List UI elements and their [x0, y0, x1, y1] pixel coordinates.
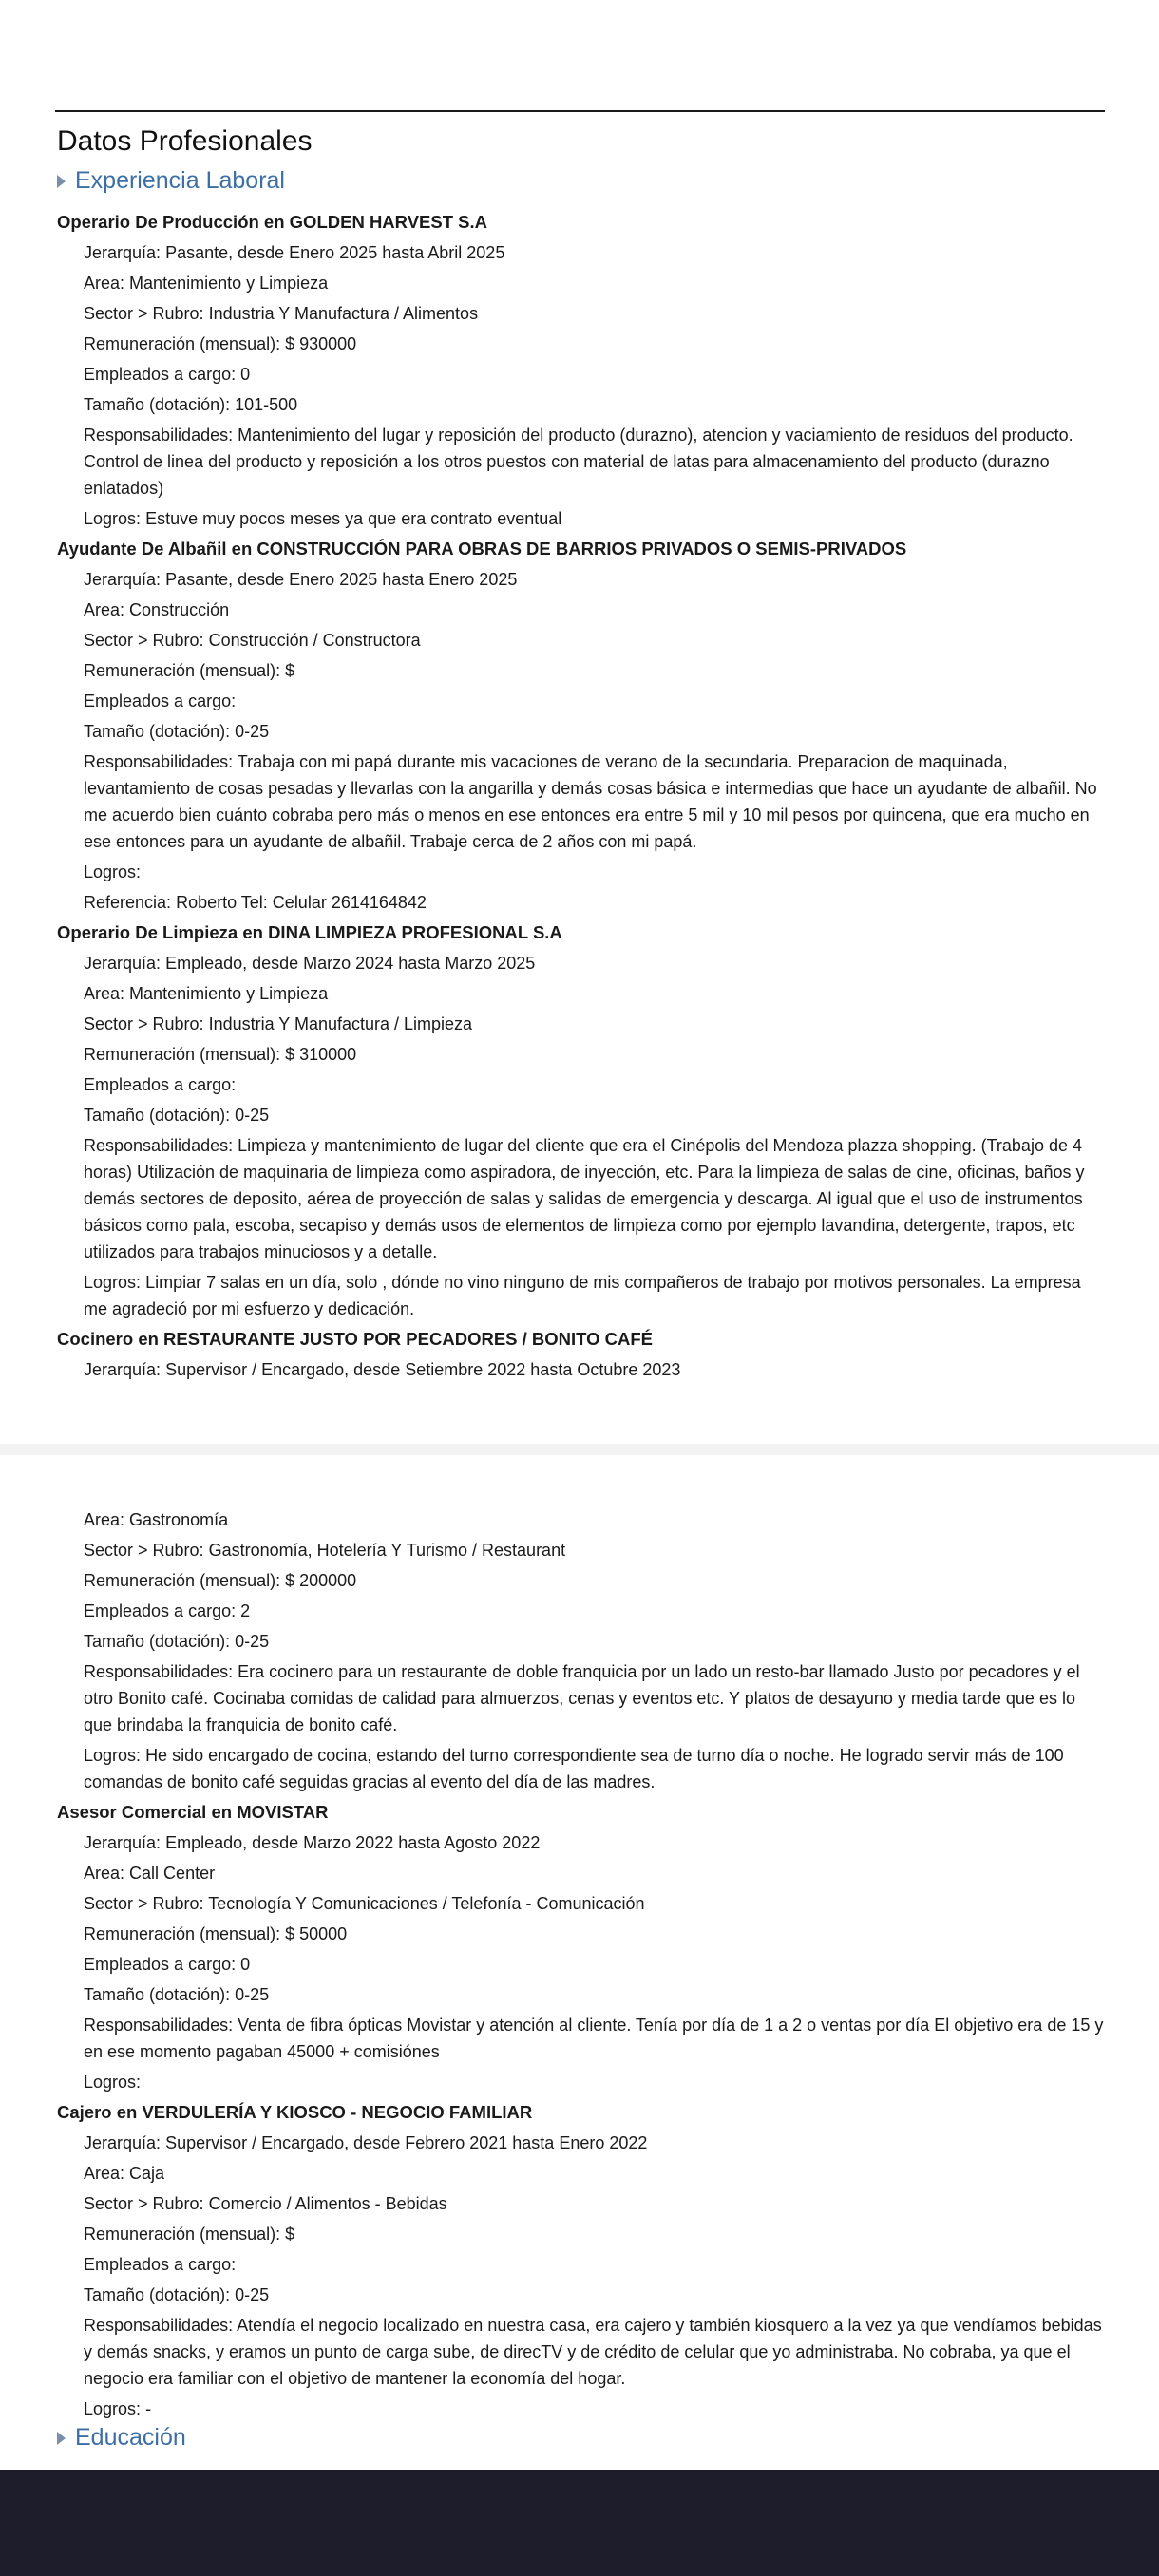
field-value: Industria Y Manufactura / Alimentos: [208, 304, 479, 323]
field-label: Jerarquía:: [84, 954, 162, 973]
field-value: $ 310000: [285, 1045, 357, 1064]
field-value: Atendía el negocio localizado en nuestra casa, era cajero y también kiosquero a la vez ya que vendíamos bebidas y demás snacks, y eramos un punto de carga sube, de direcTV y de crédito de celular que yo administraba. No cobraba, ya que el negocio era familiar con el objetivo de mantener la economía del hogar.: [84, 2316, 1102, 2388]
field-value: $: [285, 661, 295, 680]
job-field-sector: [84, 1890, 1105, 1917]
job-field-empleados: [84, 1071, 1105, 1098]
job-field-sector: [84, 1011, 1105, 1037]
job-title: Asesor Comercial en MOVISTAR: [57, 1802, 329, 1822]
section-divider: [55, 110, 1105, 112]
field-value: He sido encargado de cocina, estando del turno correspondiente sea de turno día o noche. He logrado servir más de 100 comandas de bonito café seguidas gracias al evento del día de las madres.: [84, 1746, 1064, 1791]
field-label: Area:: [84, 2164, 125, 2183]
job-field-responsabilidades: [84, 2312, 1105, 2392]
field-value: 101-500: [235, 395, 298, 414]
field-value: Venta de fibra ópticas Movistar y atención al cliente. Tenía por día de 1 a 2 o ventas por día El objetivo era de 15 y en ese momento pagaban 45000 + comisiónes: [84, 2016, 1104, 2061]
field-label: Empleados a cargo:: [84, 1601, 237, 1620]
experience-heading[interactable]: [57, 167, 285, 195]
job-title: Cocinero en RESTAURANTE JUSTO POR PECADORES / BONITO CAFÉ: [57, 1329, 654, 1349]
job-title: Ayudante De Albañil en CONSTRUCCIÓN PARA OBRAS DE BARRIOS PRIVADOS O SEMIS-PRIVADOS: [57, 539, 907, 559]
job-field-tamano: [84, 2282, 1105, 2308]
field-label: Tamaño (dotación):: [84, 2285, 231, 2304]
field-label: Tamaño (dotación):: [84, 1985, 231, 2004]
field-label: Sector > Rubro:: [84, 1014, 204, 1033]
job-field-responsabilidades: [84, 2012, 1105, 2065]
field-label: Area:: [84, 600, 125, 619]
section-title: Datos Profesionales: [57, 125, 313, 157]
job-field-empleados: [84, 361, 1105, 388]
field-label: Jerarquía:: [84, 243, 162, 262]
field-label: Sector > Rubro:: [84, 1894, 204, 1913]
job-field-tamano: [84, 1628, 1105, 1655]
education-heading[interactable]: [57, 2424, 186, 2452]
field-value: 0-25: [235, 2285, 270, 2304]
field-label: Jerarquía:: [84, 1833, 162, 1852]
job-field-jerarquia: [84, 1356, 1105, 1383]
job-field-responsabilidades: [84, 748, 1105, 855]
field-value: Mantenimiento y Limpieza: [129, 274, 329, 293]
field-value: Pasante, desde Enero 2025 hasta Enero 2025: [165, 570, 518, 589]
field-label: Area:: [84, 1510, 125, 1529]
job-title: Operario De Limpieza en DINA LIMPIEZA PROFESIONAL S.A: [57, 922, 562, 942]
caret-right-icon: [57, 2432, 66, 2445]
job-field-area: [84, 597, 1105, 623]
field-value: -: [145, 2399, 152, 2418]
field-value: Gastronomía: [129, 1510, 229, 1529]
job-field-jerarquia: [84, 566, 1105, 593]
field-label: Empleados a cargo:: [84, 691, 237, 710]
field-label: Responsabilidades:: [84, 1662, 234, 1681]
experience-list-page-2: [0, 1506, 1159, 2426]
job-field-sector: [84, 1537, 1105, 1563]
field-value: 0-25: [235, 722, 270, 741]
experience-label: Experiencia Laboral: [75, 167, 285, 194]
field-label: Responsabilidades:: [84, 752, 234, 771]
job-field-tamano: [84, 1102, 1105, 1128]
job-field-empleados: [84, 688, 1105, 714]
field-label: Empleados a cargo:: [84, 1075, 237, 1094]
job-field-sector: [84, 300, 1105, 327]
field-label: Remuneración (mensual):: [84, 661, 281, 680]
field-label: Logros:: [84, 862, 142, 881]
field-value: Mantenimiento del lugar y reposición del producto (durazno), atencion y vaciamiento de residuos del producto. Control de linea del producto y reposición a los otros puestos con material de latas para almacenamiento del producto (durazno enlatados): [84, 426, 1074, 498]
field-label: Remuneración (mensual):: [84, 1571, 281, 1590]
job-field-remuneracion: [84, 1041, 1105, 1068]
field-value: $ 200000: [285, 1571, 357, 1590]
field-value: Construcción / Constructora: [208, 631, 421, 650]
field-value: 0: [240, 1955, 251, 1974]
job-field-logros: [84, 1269, 1105, 1322]
field-value: Limpiar 7 salas en un día, solo , dónde no vino ninguno de mis compañeros de trabajo por motivos personales. La empresa me agradeció por mi esfuerzo y dedicación.: [84, 1273, 1081, 1318]
field-label: Jerarquía:: [84, 2133, 162, 2152]
field-label: Sector > Rubro:: [84, 1541, 204, 1560]
field-label: Tamaño (dotación):: [84, 395, 231, 414]
field-label: Remuneración (mensual):: [84, 1924, 281, 1943]
job-field-remuneracion: [84, 1921, 1105, 1947]
field-label: Tamaño (dotación):: [84, 722, 231, 741]
field-value: Caja: [129, 2164, 165, 2183]
field-value: Gastronomía, Hotelería Y Turismo / Restaurant: [208, 1541, 566, 1560]
field-label: Tamaño (dotación):: [84, 1632, 231, 1651]
field-label: Remuneración (mensual):: [84, 334, 281, 353]
field-value: Empleado, desde Marzo 2022 hasta Agosto 2022: [165, 1833, 541, 1852]
field-label: Sector > Rubro:: [84, 304, 204, 323]
field-label: Responsabilidades:: [84, 1136, 234, 1155]
field-label: Referencia:: [84, 893, 172, 912]
field-value: Supervisor / Encargado, desde Febrero 2021 hasta Enero 2022: [165, 2133, 648, 2152]
field-value: Industria Y Manufactura / Limpieza: [208, 1014, 473, 1033]
field-value: Empleado, desde Marzo 2024 hasta Marzo 2025: [165, 954, 536, 973]
field-value: Tecnología Y Comunicaciones / Telefonía - Comunicación: [208, 1894, 645, 1913]
job-field-empleados: [84, 2251, 1105, 2278]
job-field-jerarquia: [84, 239, 1105, 266]
field-value: Pasante, desde Enero 2025 hasta Abril 2025: [165, 243, 505, 262]
job-field-area: [84, 1860, 1105, 1886]
field-value: Limpieza y mantenimiento de lugar del cliente que era el Cinépolis del Mendoza plazza shopping. (Trabajo de 4 horas) Utilización de maquinaria de limpieza como aspiradora, de inyección, etc. Para la limpieza de salas de cine, oficinas, baños y demás sectores de deposito, aérea de proyección de salas y salidas de emergencia y descarga. Al igual que el uso de instrumentos básicos como pala, escoba, secapiso y demás usos de elementos de limpieza como por ejemplo lavandina, detergente, trapos, etc utilizados para trabajos minuciosos y a detalle.: [84, 1136, 1085, 1261]
field-value: 0-25: [235, 1106, 270, 1125]
job-field-remuneracion: [84, 657, 1105, 684]
job-field-tamano: [84, 1981, 1105, 2008]
field-label: Logros:: [84, 1746, 142, 1765]
job-field-remuneracion: [84, 1567, 1105, 1594]
field-value: Supervisor / Encargado, desde Setiembre 2022 hasta Octubre 2023: [165, 1360, 681, 1379]
field-label: Jerarquía:: [84, 570, 162, 589]
field-value: 0-25: [235, 1632, 270, 1651]
field-label: Logros:: [84, 2399, 142, 2418]
field-value: $ 50000: [285, 1924, 348, 1943]
education-label: Educación: [75, 2424, 186, 2451]
job-field-logros: [84, 1742, 1105, 1795]
field-value: Comercio / Alimentos - Bebidas: [208, 2194, 447, 2213]
job-field-remuneracion: [84, 2221, 1105, 2247]
field-label: Logros:: [84, 509, 142, 528]
field-label: Logros:: [84, 2073, 142, 2092]
field-label: Responsabilidades:: [84, 2016, 234, 2035]
field-value: Estuve muy pocos meses ya que era contrato eventual: [145, 509, 562, 528]
job-title: Cajero en VERDULERÍA Y KIOSCO - NEGOCIO FAMILIAR: [57, 2102, 533, 2122]
page-2: [0, 1455, 1159, 2470]
job-field-empleados: [84, 1598, 1105, 1624]
field-label: Sector > Rubro:: [84, 631, 204, 650]
job-field-sector: [84, 627, 1105, 653]
job-field-logros: [84, 859, 1105, 885]
job-field-responsabilidades: [84, 1132, 1105, 1265]
field-label: Empleados a cargo:: [84, 365, 237, 384]
job-field-area: [84, 980, 1105, 1007]
field-label: Responsabilidades:: [84, 2316, 234, 2335]
job-field-tamano: [84, 391, 1105, 418]
field-value: $: [285, 2225, 295, 2244]
field-value: 0: [240, 365, 251, 384]
field-label: Area:: [84, 984, 125, 1003]
job-field-area: [84, 270, 1105, 296]
field-label: Remuneración (mensual):: [84, 1045, 281, 1064]
caret-right-icon: [57, 175, 66, 188]
field-value: Call Center: [129, 1864, 216, 1883]
field-label: Tamaño (dotación):: [84, 1106, 231, 1125]
footer-bar: [0, 2470, 1159, 2576]
field-label: Area:: [84, 274, 125, 293]
job-title: Operario De Producción en GOLDEN HARVEST S.A: [57, 212, 487, 232]
field-label: Sector > Rubro:: [84, 2194, 204, 2213]
field-value: 0-25: [235, 1985, 270, 2004]
field-label: Area:: [84, 1864, 125, 1883]
field-value: Construcción: [129, 600, 230, 619]
field-label: Empleados a cargo:: [84, 1955, 237, 1974]
field-value: $ 930000: [285, 334, 357, 353]
job-field-jerarquia: [84, 950, 1105, 976]
job-field-area: [84, 2160, 1105, 2187]
field-value: Era cocinero para un restaurante de doble franquicia por un lado un resto-bar llamado Justo por pecadores y el otro Bonito café. Cocinaba comidas de calidad para almuerzos, cenas y eventos etc. Y platos de desayuno y media tarde que es lo que brindaba la franquicia de bonito café.: [84, 1662, 1080, 1734]
job-field-jerarquia: [84, 2130, 1105, 2156]
job-field-jerarquia: [84, 1829, 1105, 1856]
field-label: Responsabilidades:: [84, 426, 234, 445]
job-field-responsabilidades: [84, 422, 1105, 502]
job-field-responsabilidades: [84, 1658, 1105, 1738]
job-field-referencia: [84, 889, 1105, 916]
field-label: Logros:: [84, 1273, 142, 1292]
job-field-tamano: [84, 718, 1105, 745]
job-field-remuneracion: [84, 331, 1105, 357]
field-value: Mantenimiento y Limpieza: [129, 984, 329, 1003]
field-label: Remuneración (mensual):: [84, 2225, 281, 2244]
field-value: Trabaja con mi papá durante mis vacaciones de verano de la secundaria. Preparacion de maquinada, levantamiento de cosas pesadas y llevarlas con la angarilla y demás cosas básica e intermedias que hace un ayudante de albañil. No me acuerdo bien cuánto cobraba pero más o menos en ese entonces era entre 5 mil y 10 mil pesos por quincena, que era mucho en ese entonces para un ayudante de albañil. Trabaje cerca de 2 años con mi papá.: [84, 752, 1097, 851]
job-field-logros: [84, 2069, 1105, 2095]
job-field-logros: [84, 2396, 1105, 2422]
job-field-logros: [84, 505, 1105, 532]
page-gap: [0, 1444, 1159, 1455]
job-field-empleados: [84, 1951, 1105, 1978]
field-value: Roberto Tel: Celular 2614164842: [176, 893, 427, 912]
job-field-area: [84, 1506, 1105, 1533]
field-label: Jerarquía:: [84, 1360, 162, 1379]
field-label: Empleados a cargo:: [84, 2255, 237, 2274]
experience-list-page-1: [0, 209, 1159, 1387]
field-value: 2: [240, 1601, 251, 1620]
job-field-sector: [84, 2190, 1105, 2217]
